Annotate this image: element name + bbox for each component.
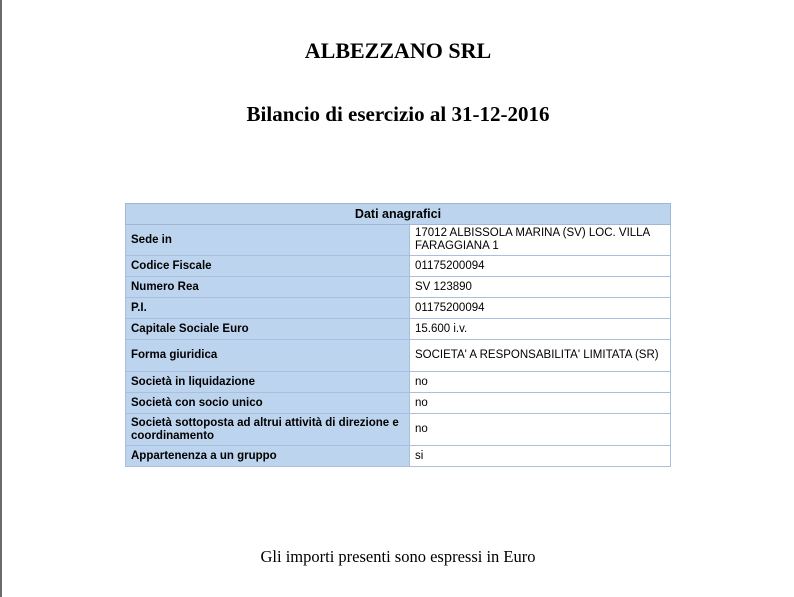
row-value-partita-iva: 01175200094 bbox=[410, 298, 671, 319]
row-value-forma-giuridica: SOCIETA' A RESPONSABILITA' LIMITATA (SR) bbox=[410, 340, 671, 372]
row-label-numero-rea: Numero Rea bbox=[126, 277, 410, 298]
table-row bbox=[126, 319, 671, 340]
page-left-border bbox=[0, 0, 2, 597]
row-label-forma-giuridica: Forma giuridica bbox=[126, 340, 410, 372]
row-label-liquidazione: Società in liquidazione bbox=[126, 372, 410, 393]
row-label-partita-iva: P.I. bbox=[126, 298, 410, 319]
row-value-socio-unico: no bbox=[410, 393, 671, 414]
dati-anagrafici-table bbox=[125, 203, 671, 467]
table-row bbox=[126, 225, 671, 256]
row-value-capitale-sociale: 15.600 i.v. bbox=[410, 319, 671, 340]
row-label-direzione-coordinamento: Società sottoposta ad altrui attività di direzione e coordinamento bbox=[126, 414, 410, 446]
row-value-gruppo: si bbox=[410, 446, 671, 467]
document-subtitle: Bilancio di esercizio al 31-12-2016 bbox=[246, 102, 550, 126]
row-label-capitale-sociale: Capitale Sociale Euro bbox=[126, 319, 410, 340]
row-label-sede: Sede in bbox=[126, 225, 410, 256]
table-row bbox=[126, 298, 671, 319]
row-label-codice-fiscale: Codice Fiscale bbox=[126, 256, 410, 277]
row-value-numero-rea: SV 123890 bbox=[410, 277, 671, 298]
row-value-direzione-coordinamento: no bbox=[410, 414, 671, 446]
table-row bbox=[126, 372, 671, 393]
table-header-row bbox=[126, 204, 671, 225]
table-row bbox=[126, 277, 671, 298]
row-label-socio-unico: Società con socio unico bbox=[126, 393, 410, 414]
row-value-liquidazione: no bbox=[410, 372, 671, 393]
table-row bbox=[126, 256, 671, 277]
row-label-gruppo: Appartenenza a un gruppo bbox=[126, 446, 410, 467]
table-row bbox=[126, 393, 671, 414]
table-row bbox=[126, 414, 671, 446]
currency-note: Gli importi presenti sono espressi in Euro bbox=[260, 547, 536, 566]
table-row bbox=[126, 446, 671, 467]
table-header: Dati anagrafici bbox=[126, 204, 671, 225]
company-name: ALBEZZANO SRL bbox=[304, 38, 492, 63]
table-row bbox=[126, 340, 671, 372]
row-value-codice-fiscale: 01175200094 bbox=[410, 256, 671, 277]
row-value-sede: 17012 ALBISSOLA MARINA (SV) LOC. VILLA FARAGGIANA 1 bbox=[410, 225, 671, 256]
